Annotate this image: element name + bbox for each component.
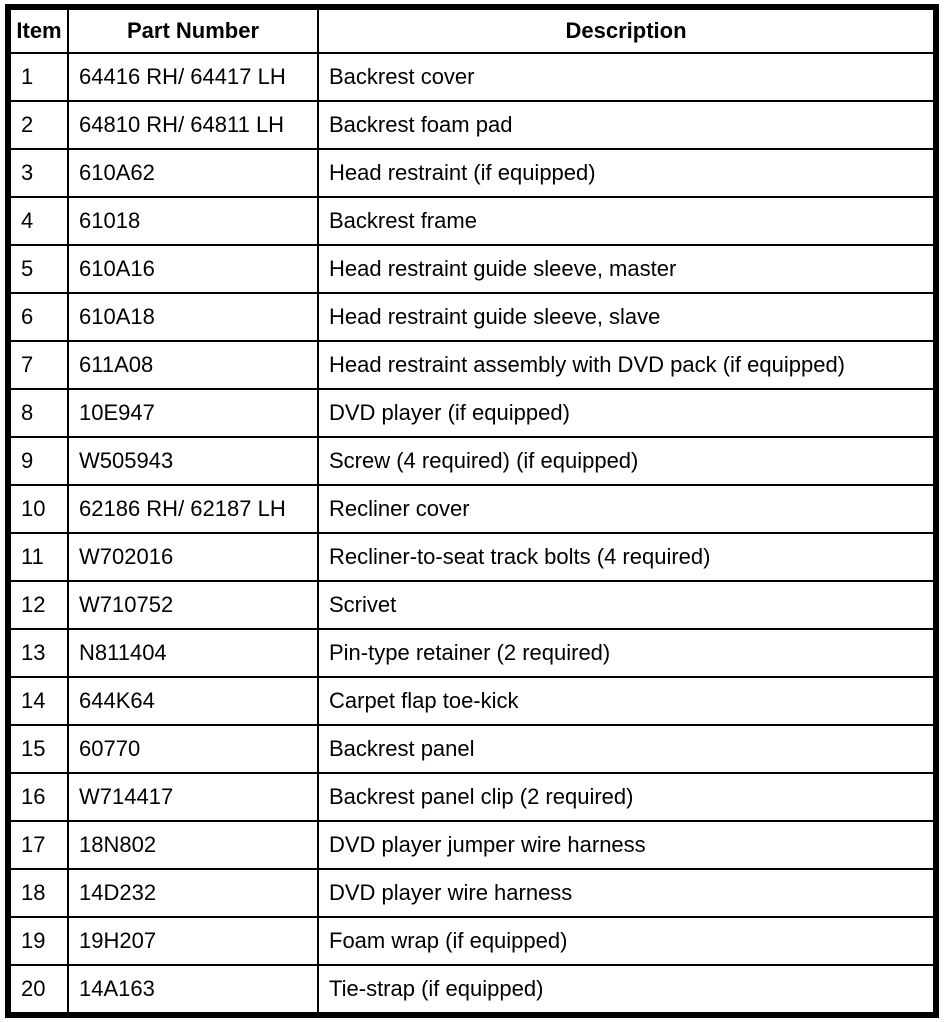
table-row <box>8 965 936 1015</box>
cell-description: Scrivet <box>318 581 936 629</box>
cell-item: 8 <box>8 389 68 437</box>
cell-part-number: 644K64 <box>68 677 318 725</box>
cell-item: 7 <box>8 341 68 389</box>
table-row <box>8 677 936 725</box>
table-row <box>8 293 936 341</box>
cell-part-number: 61018 <box>68 197 318 245</box>
cell-item: 19 <box>8 917 68 965</box>
table-row <box>8 629 936 677</box>
cell-item: 9 <box>8 437 68 485</box>
table-row <box>8 533 936 581</box>
header-row <box>8 7 936 53</box>
table-row <box>8 773 936 821</box>
cell-item: 11 <box>8 533 68 581</box>
cell-item: 3 <box>8 149 68 197</box>
cell-description: Backrest frame <box>318 197 936 245</box>
cell-part-number: W702016 <box>68 533 318 581</box>
cell-part-number: 60770 <box>68 725 318 773</box>
cell-part-number: 64416 RH/ 64417 LH <box>68 53 318 101</box>
cell-part-number: N811404 <box>68 629 318 677</box>
table-row <box>8 869 936 917</box>
cell-part-number: 611A08 <box>68 341 318 389</box>
table-row <box>8 341 936 389</box>
cell-item: 10 <box>8 485 68 533</box>
cell-item: 6 <box>8 293 68 341</box>
cell-description: Recliner cover <box>318 485 936 533</box>
table-row <box>8 101 936 149</box>
cell-description: Head restraint guide sleeve, master <box>318 245 936 293</box>
cell-description: Recliner-to-seat track bolts (4 required) <box>318 533 936 581</box>
cell-item: 13 <box>8 629 68 677</box>
column-header-item: Item <box>8 7 68 53</box>
cell-description: Carpet flap toe-kick <box>318 677 936 725</box>
cell-part-number: 14A163 <box>68 965 318 1015</box>
cell-description: Foam wrap (if equipped) <box>318 917 936 965</box>
cell-description: Head restraint (if equipped) <box>318 149 936 197</box>
cell-description: Head restraint assembly with DVD pack (if equipped) <box>318 341 936 389</box>
cell-part-number: 19H207 <box>68 917 318 965</box>
column-header-description: Description <box>318 7 936 53</box>
cell-part-number: 64810 RH/ 64811 LH <box>68 101 318 149</box>
cell-part-number: 62186 RH/ 62187 LH <box>68 485 318 533</box>
cell-description: Head restraint guide sleeve, slave <box>318 293 936 341</box>
cell-part-number: 610A16 <box>68 245 318 293</box>
cell-part-number: W710752 <box>68 581 318 629</box>
column-header-part-number: Part Number <box>68 7 318 53</box>
cell-item: 16 <box>8 773 68 821</box>
cell-description: DVD player jumper wire harness <box>318 821 936 869</box>
cell-part-number: W505943 <box>68 437 318 485</box>
table-row <box>8 485 936 533</box>
cell-description: Backrest panel <box>318 725 936 773</box>
cell-part-number: W714417 <box>68 773 318 821</box>
cell-part-number: 18N802 <box>68 821 318 869</box>
cell-description: Tie-strap (if equipped) <box>318 965 936 1015</box>
cell-item: 5 <box>8 245 68 293</box>
cell-item: 20 <box>8 965 68 1015</box>
table-row <box>8 197 936 245</box>
parts-table <box>5 4 939 1018</box>
cell-item: 4 <box>8 197 68 245</box>
cell-part-number: 14D232 <box>68 869 318 917</box>
cell-part-number: 610A18 <box>68 293 318 341</box>
cell-item: 17 <box>8 821 68 869</box>
cell-description: Screw (4 required) (if equipped) <box>318 437 936 485</box>
cell-item: 15 <box>8 725 68 773</box>
table-row <box>8 437 936 485</box>
cell-item: 18 <box>8 869 68 917</box>
cell-description: DVD player (if equipped) <box>318 389 936 437</box>
cell-item: 12 <box>8 581 68 629</box>
table-row <box>8 245 936 293</box>
table-row <box>8 149 936 197</box>
table-row <box>8 53 936 101</box>
table-row <box>8 821 936 869</box>
table-row <box>8 581 936 629</box>
cell-part-number: 10E947 <box>68 389 318 437</box>
cell-item: 2 <box>8 101 68 149</box>
cell-item: 14 <box>8 677 68 725</box>
cell-description: Backrest cover <box>318 53 936 101</box>
table-row <box>8 917 936 965</box>
cell-description: Backrest foam pad <box>318 101 936 149</box>
cell-description: Backrest panel clip (2 required) <box>318 773 936 821</box>
cell-description: DVD player wire harness <box>318 869 936 917</box>
table-row <box>8 725 936 773</box>
cell-description: Pin-type retainer (2 required) <box>318 629 936 677</box>
cell-item: 1 <box>8 53 68 101</box>
cell-part-number: 610A62 <box>68 149 318 197</box>
table-row <box>8 389 936 437</box>
